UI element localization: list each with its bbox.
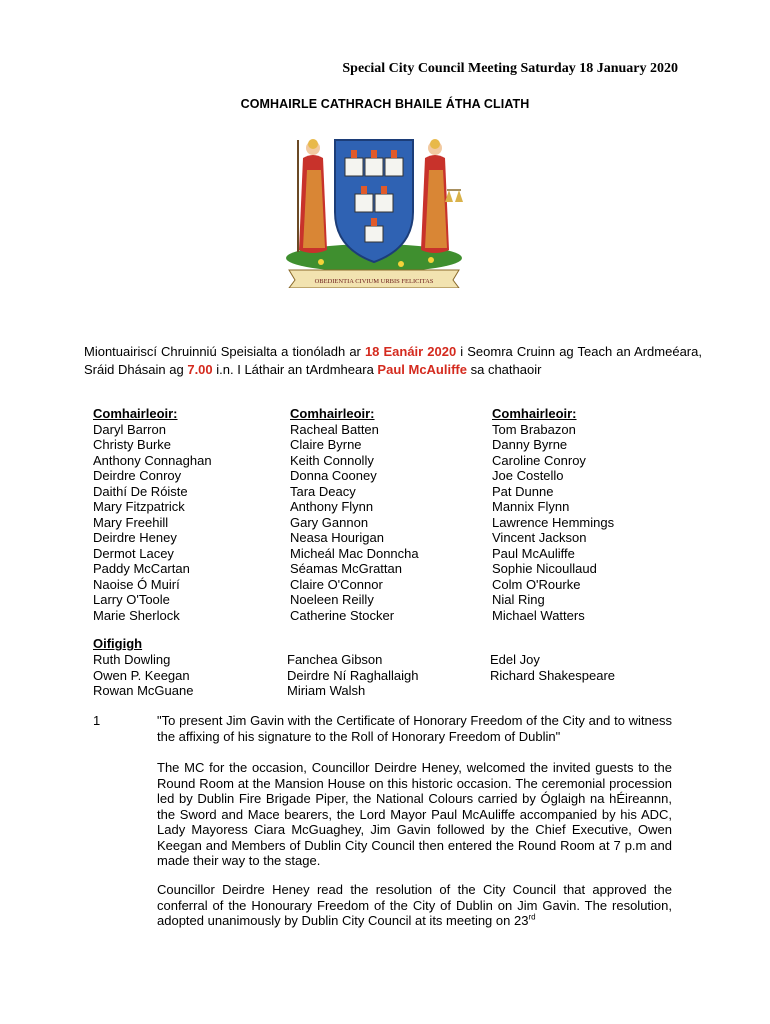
list-item: Claire Byrne [290,437,362,452]
list-item: Sophie Nicoullaud [492,561,597,576]
list-item: Richard Shakespeare [490,667,616,683]
list-item: Séamas McGrattan [290,561,402,576]
list-item: Donna Cooney [290,468,377,483]
list-item: Colm O'Rourke [492,576,581,592]
list-item: Edel Joy [490,652,540,667]
councillors-column-2 [290,406,419,623]
list-item: Rowan McGuane [93,683,194,698]
officials-column-3 [490,652,615,683]
lord-mayor-name: Paul McAuliffe [377,362,467,377]
officials-column-1 [93,652,193,699]
list-item: Michael Watters [492,607,585,623]
list-item: Deirdre Conroy [93,468,182,483]
list-item: Noeleen Reilly [290,592,374,607]
list-item: Caroline Conroy [492,452,586,468]
list-item: Vincent Jackson [492,530,587,545]
list-item: Ruth Dowling [93,652,171,667]
list-item: Pat Dunne [492,483,554,499]
list-item: Marie Sherlock [93,607,180,623]
list-item: Neasa Hourigan [290,530,384,545]
list-item: Claire O'Connor [290,576,383,592]
list-item: Paul McAuliffe [492,545,575,561]
council-title: COMHAIRLE CATHRACH BHAILE ÁTHA CLIATH [240,97,530,111]
ordinal-suffix: rd [528,912,536,922]
list-item: Christy Burke [93,437,172,452]
list-item: Micheál Mac Donncha [290,545,419,561]
list-item: Deirdre Heney [93,530,177,545]
list-item: Keith Connolly [290,452,374,468]
list-item: Larry O'Toole [93,592,170,607]
column-heading: Comhairleoir: [492,406,577,421]
list-item: Mary Fitzpatrick [93,499,185,514]
list-item: Gary Gannon [290,514,369,530]
list-item: Lawrence Hemmings [492,514,615,530]
meeting-date: 18 Eanáir 2020 [364,344,457,359]
list-item: Nial Ring [492,592,545,607]
list-item: Tom Brabazon [492,421,576,437]
list-item: Anthony Flynn [290,499,374,514]
crest-motto: OBEDIENTIA CIVIUM URBIS FELICITAS [314,278,434,285]
officials-heading: Oifigigh [93,636,143,651]
agenda-item-number: 1 [93,713,101,728]
officials-column-2 [287,652,419,699]
list-item: Tara Deacy [290,483,356,499]
councillors-column-1 [93,406,212,623]
minutes-paragraph-2: Councillor Deirdre Heney read the resolution of the City Council that approved the conferral of the Honourary Freedom of the City of Dublin on Jim Gavin. The resolution, adopted unanimously by Dublin City Council at its meeting on 23rd [157,882,672,928]
list-item: Paddy McCartan [93,561,190,576]
list-item: Deirdre Ní Raghallaigh [287,667,419,683]
list-item: Mary Freehill [93,514,169,530]
list-item: Owen P. Keegan [93,667,190,683]
meeting-header: Special City Council Meeting Saturday 18 January 2020 [342,61,678,76]
left-supporter-figure [297,139,327,253]
right-supporter-figure [421,139,463,253]
list-item: Catherine Stocker [290,607,395,623]
list-item: Anthony Connaghan [93,452,212,468]
intro-paragraph: Miontuairiscí Chruinniú Speisialta a tionóladh ar 18 Eanáir 2020 i Seomra Cruinn ag Teach an Ardmeéara, Sráid Dhásain ag 7.00 i.n. I Láthair an tArdmheara Paul McAuliffe sa chathaoir [84,344,702,377]
list-item: Daithí De Róiste [93,483,188,499]
minutes-paragraph-1: The MC for the occasion, Councillor Deirdre Heney, welcomed the invited guests to the Round Room at the Mansion House on this historic occasion. The ceremonial procession led by Dublin Fire Brigade Piper, the National Colours carried by Óglaigh na hÉireannn, the Sword and Mace bearers, the Lord Mayor Paul McAuliffe accompanied by his ADC, Lady Mayoress Ciara McGuaghey, Jim Gavin followed by the Chief Executive, Owen Keegan and Members of Dublin City Council then entered the Round Room at 7 p.m and made their way to the stage. [157,760,672,868]
list-item: Miriam Walsh [287,683,366,698]
column-heading: Comhairleoir: [93,406,178,421]
list-item: Daryl Barron [93,421,166,437]
list-item: Joe Costello [492,468,564,483]
list-item: Mannix Flynn [492,499,570,514]
list-item: Danny Byrne [492,437,568,452]
dublin-coat-of-arms [281,130,467,288]
meeting-time: 7.00 [187,362,213,377]
list-item: Dermot Lacey [93,545,174,561]
list-item: Fanchea Gibson [287,652,383,667]
agenda-item-title: "To present Jim Gavin with the Certificate of Honorary Freedom of the City and to witness the affixing of his signature to the Roll of Honorary Freedom of Dublin" [157,713,672,744]
councillors-column-3 [492,406,614,623]
list-item: Racheal Batten [290,421,379,437]
column-heading: Comhairleoir: [290,406,375,421]
list-item: Naoise Ó Muirí [93,576,180,592]
